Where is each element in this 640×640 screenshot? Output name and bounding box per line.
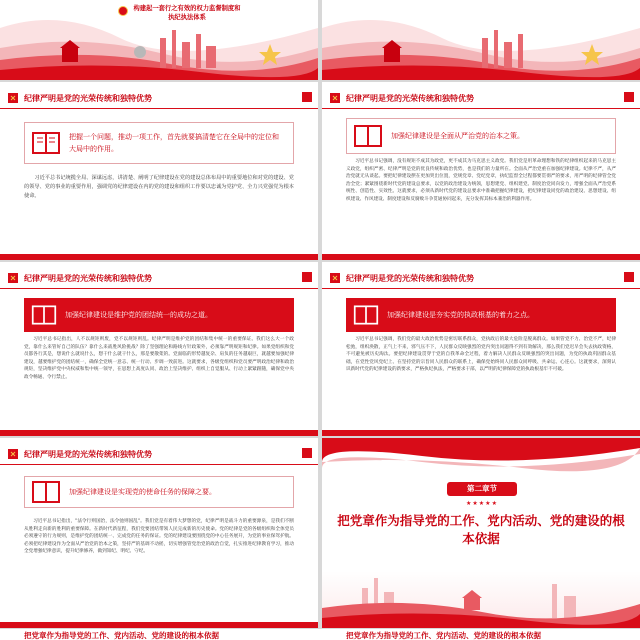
quote-text: 加强纪律建设是夯实党的执政根基的着力之点。 <box>387 311 534 319</box>
party-flag-icon <box>624 272 634 282</box>
slide-3[interactable] <box>0 262 318 436</box>
body-text: 习近平总书记强调，我们党的最大政治优势是密切联系群众，党执政后的最大危险是脱离群众。如果管党不力、治党不严，纪律松弛，组织涣散，正气上不来，邪气压不下，人民群众反映强烈的党内突出问题得不到有效解决，那么我们党迟早会失去执政资格，不可避免被历史淘汰。要把纪律建设贯穿于党的自我革命全过程，着力解决人民群众反映强烈的突出问题，为党的执政巩固群众基础，在党性党风党纪上、在坚持党的宗旨同人民群众的联系上，确保党始终同人民群众同呼吸、共命运、心连心。这就要求，深刻认识新时代党的纪律建设的新要求，严格执纪执法，严格要求干部，以严明的纪律保障党的执政根基牢不可破。 <box>346 337 616 373</box>
slide-2[interactable] <box>322 82 640 260</box>
bottom-band <box>322 254 640 260</box>
section-header <box>322 88 640 109</box>
bottom-band <box>322 430 640 436</box>
section-header <box>0 88 318 109</box>
book-icon <box>31 128 61 158</box>
book-icon <box>353 121 383 151</box>
quote-box <box>24 122 294 164</box>
chapter-badge: 第二章节 <box>447 482 517 496</box>
party-flag-icon <box>8 449 18 459</box>
body-text: 习近平总书记统揽全局、深谋远虑，讲清楚、阐明了纪律建设在党的建设总体布局中的重要地位和对党的建设、党的领导、党的事业的重要作用，强调党的纪律建设在内的党的建设和组织工作要以忠诚为党护党、全力兴党强党为根本使命。 <box>24 175 294 199</box>
section-title: 纪律严明是党的光荣传统和独特优势 <box>24 449 152 459</box>
quote-box <box>24 476 294 508</box>
slide-1[interactable] <box>0 82 318 260</box>
cover-banner <box>322 0 640 80</box>
quote-box <box>346 298 616 332</box>
party-emblem-icon <box>118 6 128 16</box>
party-flag-icon <box>330 93 340 103</box>
section-header <box>0 268 318 289</box>
quote-box <box>346 118 616 154</box>
party-flag-icon <box>302 92 312 102</box>
quote-text: 加强纪律建设是全面从严治党的治本之策。 <box>391 132 524 140</box>
slide-5[interactable] <box>0 438 318 628</box>
cover-title: 构建起一套行之有效的权力监督制度和执纪执法体系 <box>133 5 241 21</box>
party-flag-icon <box>302 272 312 282</box>
quote-text: 加强纪律建设是维护党的团结统一的成功之道。 <box>65 311 212 319</box>
quote-box <box>24 298 294 332</box>
slide-4[interactable] <box>322 262 640 436</box>
party-flag-icon <box>624 92 634 102</box>
next-slides-strip <box>0 629 640 640</box>
section-title: 纪律严明是党的光荣传统和独特优势 <box>346 273 474 283</box>
slide-chapter[interactable] <box>322 438 640 628</box>
section-title: 纪律严明是党的光荣传统和独特优势 <box>346 93 474 103</box>
party-flag-icon <box>8 93 18 103</box>
body-text: 习近平总书记强调，没有规矩不成其为政党，更不成其为马克思主义政党。我们党是用革命理想和铁的纪律组织起来的马克思主义政党，组织严密、纪律严明是党的优良传统和政治优势，也是我们的力量所在。全面从严治党重在加强纪律建设。纪律不严，从严治党就无从谈起。要把纪律建设摆在更加突出位置，党规党章、党纪党章，执纪监督全过程都要贯彻严的要求，用严明的纪律管全党治全党；紧紧围绕新时代党的建设总要求，以党的政治建设为统领，思想建党、组织建党、制度治党同向发力，增强全面从严治党系统性、创造性、实效性。这就要求，必须从新时代党的建设总要求中准确把握纪律建设，把纪律建设同党的政治建设、思想建设、组织建设、作风建设、制度建设和反腐败斗争贯通协同起来，充分发挥其标本兼治的利器作用。 <box>346 159 616 202</box>
slide-cover-1[interactable] <box>0 0 318 80</box>
book-icon <box>353 302 379 328</box>
quote-text: 把握一个问题，推动一项工作，首先就要搞清楚它在全局中的定位和大局中的作用。 <box>69 133 279 153</box>
body-text: 习近平总书记指出，"法令行则国治，法令弛则国乱"。我们党是有着伟大梦想的党，纪律严明是战斗力的重要源泉，是我们不断从胜利走向新的胜利的重要保障。在新时代新征程，我们党要团结带领人民完成新的历史使命。党的纪律是党的各级组织和全体党员必须遵守的行为规则，是维护党的团结统一、完成党的任务的保证。党的纪律建设要围绕党的中心任务展开，为党的事业保驾护航。必须把纪律建设作为全面从严治党的治本之策，坚持严的基调不动摇，切实增强管党治党的政治自觉，扎实推进纪律教育学习，推动全党增强纪律意识，提升纪律修养，做到知纪、明纪、守纪。 <box>24 519 294 555</box>
section-header <box>322 268 640 289</box>
ribbon-graphic <box>322 438 640 478</box>
bottom-band <box>0 254 318 260</box>
party-flag-icon <box>330 273 340 283</box>
section-title: 纪律严明是党的光荣传统和独特优势 <box>24 93 152 103</box>
party-flag-icon <box>302 448 312 458</box>
next-slide-title: 把党章作为指导党的工作、党内活动、党的建设的根本依据 <box>24 631 219 640</box>
book-icon <box>31 302 57 328</box>
skyline-graphic <box>322 568 640 628</box>
party-flag-icon <box>8 273 18 283</box>
bottom-band <box>0 622 318 628</box>
quote-text: 加强纪律建设是实现党的使命任务的保障之要。 <box>69 488 216 496</box>
body-text: 习近平总书记指出，人不以规矩则废，党不以规矩则乱。纪律严明是维护党的团结和集中统一的重要保证。我们这么大一个政党，靠什么来管好自己的队伍？靠什么来战胜风险挑战？除了坚强理论和路线方针政策外，必须靠严明规矩和纪律。如果党组织和党员都各行其是，想说什么就说什么，想干什么就干什么，那是要散架的。党面临的形势越复杂、肩负的任务越艰巨，就越要加强纪律建设，越要维护党的团结统一，确保全党统一意志、统一行动、步调一致前进。这就要求，各级党组织和党员要严明政治纪律和政治规矩，坚决维护党中央权威和集中统一领导，在思想上高度认同、政治上坚决维护、组织上自觉服从、行动上紧紧跟随，确保党中央政令畅通、令行禁止。 <box>24 337 294 380</box>
slide-cover-2[interactable] <box>322 0 640 80</box>
skyline-graphic <box>322 8 640 80</box>
section-title: 纪律严明是党的光荣传统和独特优势 <box>24 273 152 283</box>
bottom-band <box>0 430 318 436</box>
book-icon <box>31 477 61 507</box>
section-header <box>0 444 318 465</box>
chapter-title: 把党章作为指导党的工作、党内活动、党的建设的根本依据 <box>337 513 625 546</box>
cover-banner <box>0 0 318 80</box>
next-slide-title: 把党章作为指导党的工作、党内活动、党的建设的根本依据 <box>346 631 541 640</box>
star-icon: ★★★★★ <box>466 500 498 507</box>
